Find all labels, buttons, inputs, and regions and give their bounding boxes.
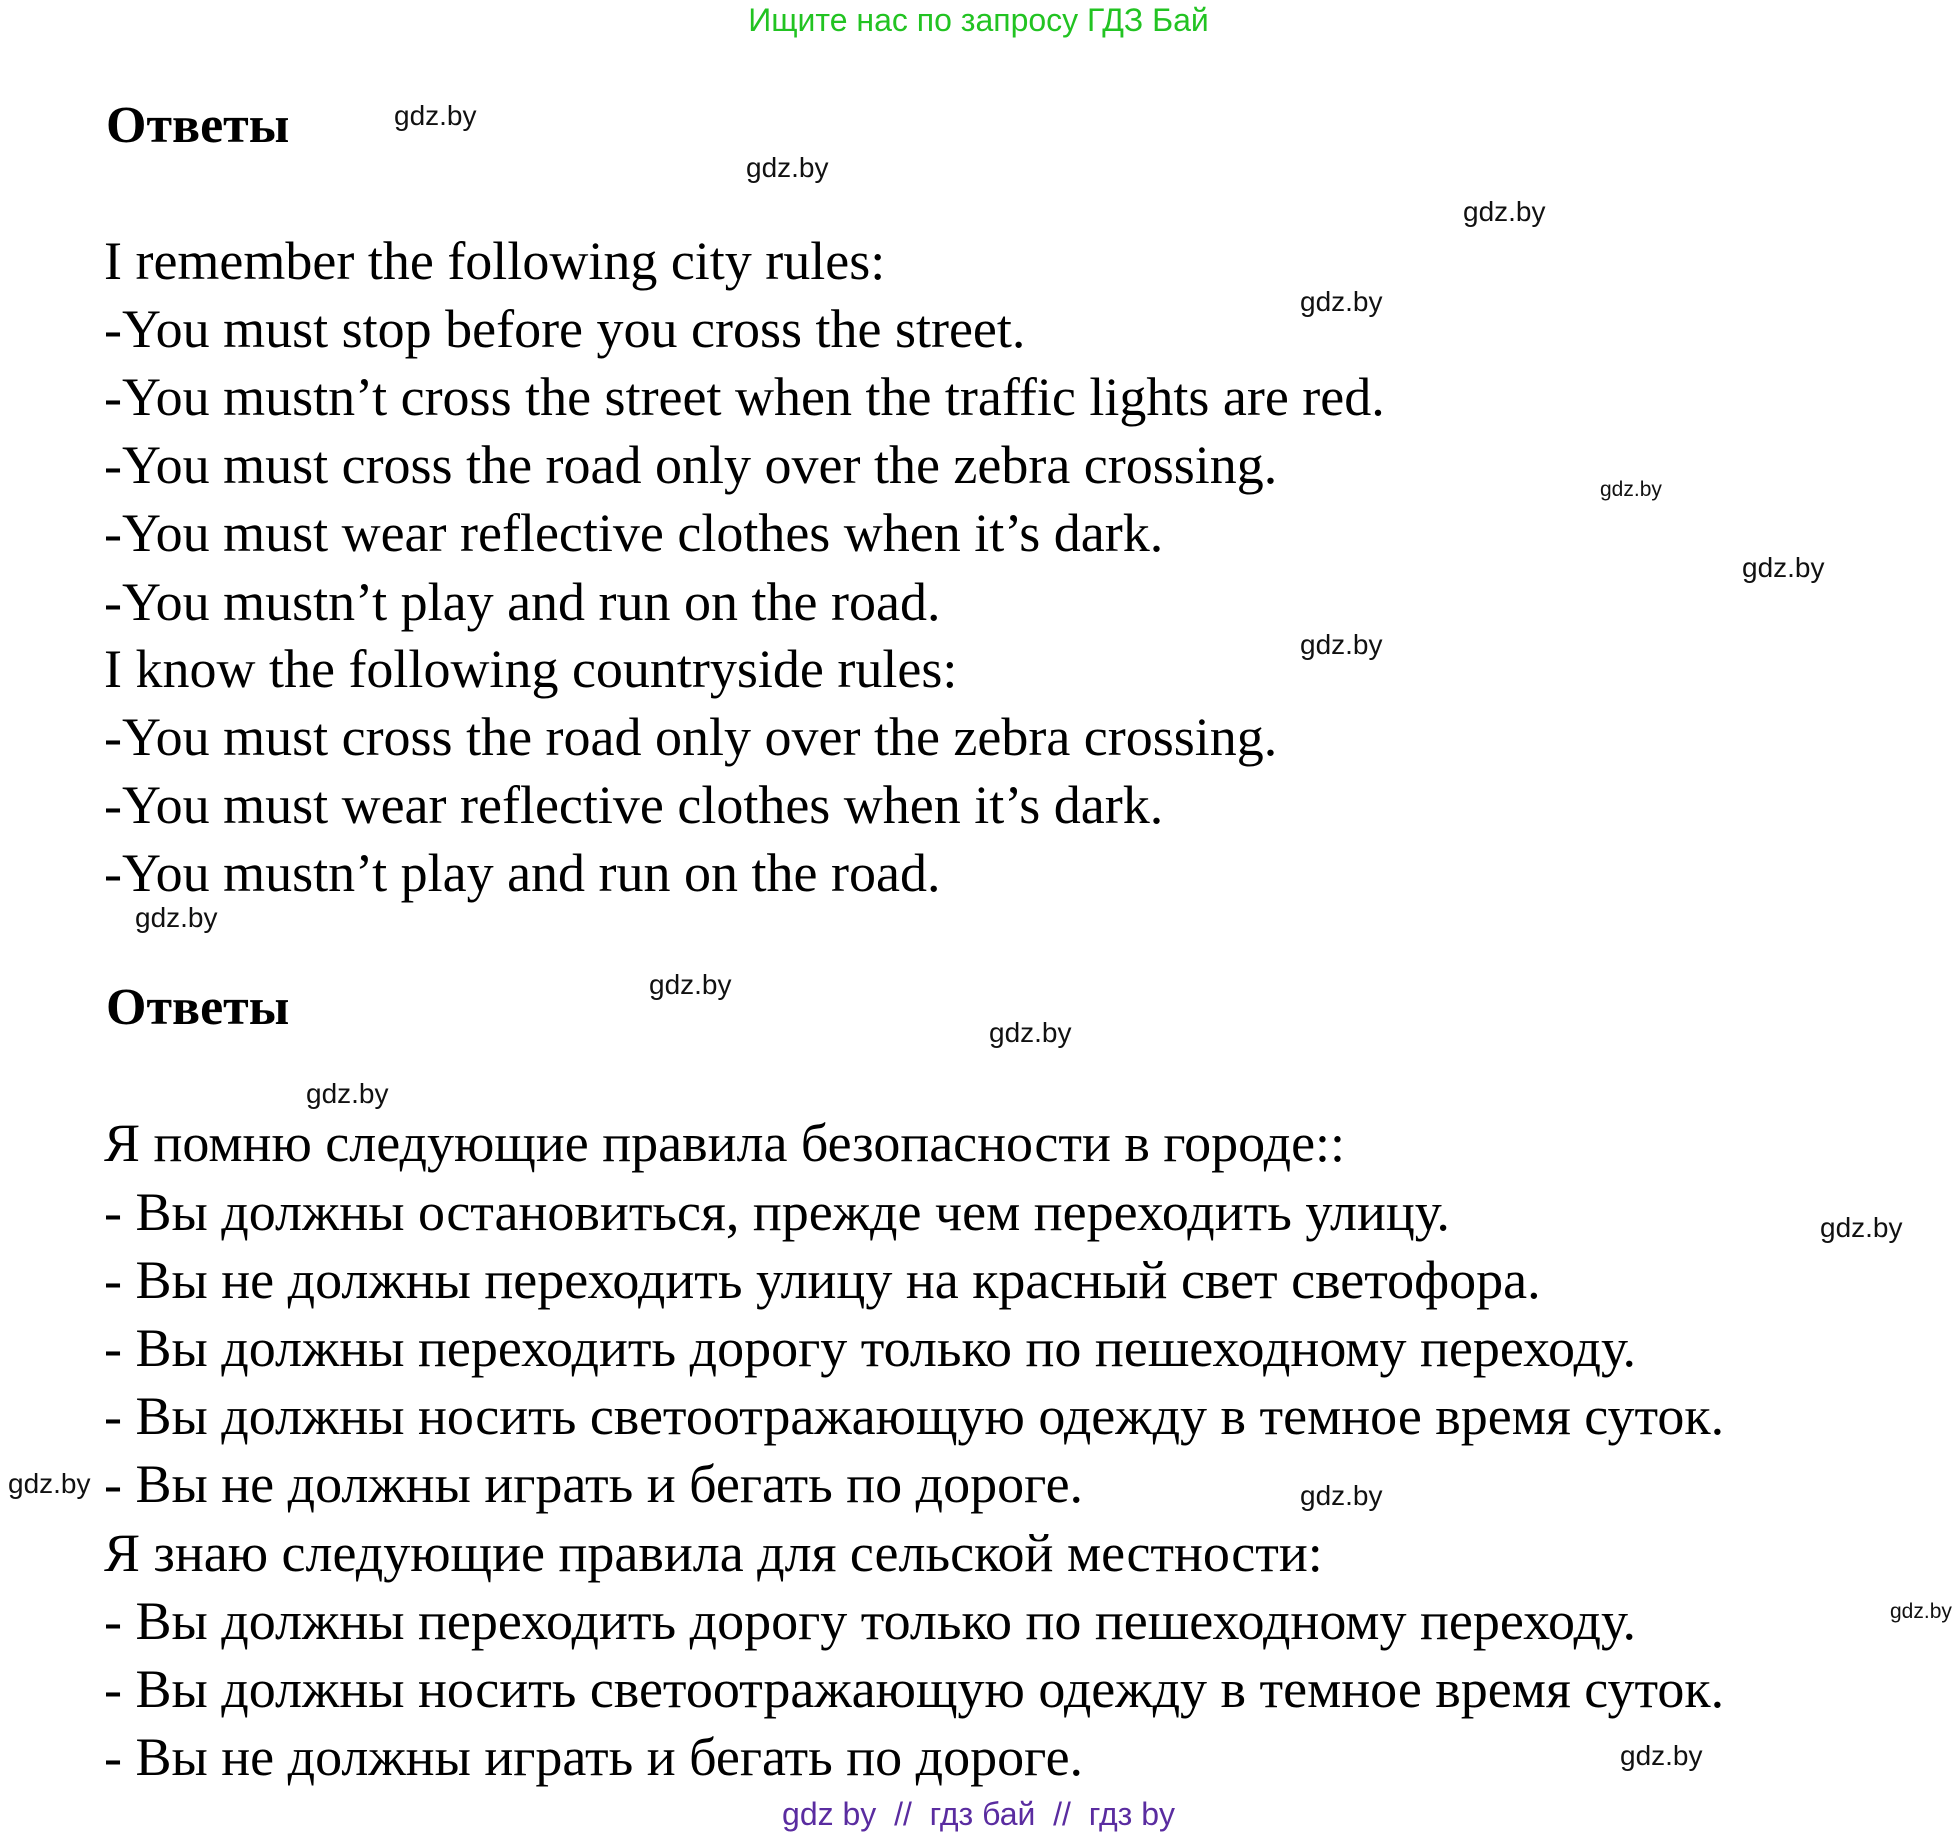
section-1-heading: Ответы — [106, 97, 290, 154]
watermark: gdz.by — [649, 969, 732, 1000]
text-line: - Вы должны носить светоотражающую одежду в темное время суток. — [104, 1659, 1725, 1719]
text-line: -You mustn’t cross the street when the traffic lights are red. — [104, 367, 1385, 427]
text-line: -You must cross the road only over the zebra crossing. — [104, 435, 1278, 495]
watermark: gdz.by — [1600, 478, 1662, 501]
watermark: gdz.by — [1620, 1740, 1703, 1771]
watermark: gdz.by — [1300, 286, 1383, 317]
text-line: - Вы не должны играть и бегать по дороге. — [104, 1454, 1084, 1514]
text-line: - Вы должны носить светоотражающую одежду в темное время суток. — [104, 1386, 1725, 1446]
watermark: gdz.by — [1820, 1212, 1903, 1243]
text-line: - Вы должны остановиться, прежде чем переходить улицу. — [104, 1182, 1450, 1242]
text-line: Я помню следующие правила безопасности в городе:: — [104, 1113, 1346, 1173]
text-line: - Вы должны переходить дорогу только по пешеходному переходу. — [104, 1591, 1637, 1651]
text-line: - Вы не должны играть и бегать по дороге. — [104, 1727, 1084, 1787]
text-line: -You must wear reflective clothes when it’s dark. — [104, 775, 1164, 835]
text-line: I know the following countryside rules: — [104, 639, 958, 699]
footer-links: gdz by // гдз бай // гдз by — [782, 1796, 1175, 1832]
text-line: -You must wear reflective clothes when it’s dark. — [104, 503, 1164, 563]
text-line: -You must stop before you cross the street. — [104, 299, 1026, 359]
text-line: - Вы должны переходить дорогу только по пешеходному переходу. — [104, 1318, 1637, 1378]
section-2-heading: Ответы — [106, 979, 290, 1036]
watermark: gdz.by — [394, 100, 477, 131]
watermark: gdz.by — [135, 902, 218, 933]
text-line: -You mustn’t play and run on the road. — [104, 843, 941, 903]
watermark: gdz.by — [8, 1468, 91, 1499]
text-line: Я знаю следующие правила для сельской местности: — [104, 1523, 1323, 1583]
watermark: gdz.by — [989, 1017, 1072, 1048]
watermark: gdz.by — [1463, 196, 1546, 227]
watermark: gdz.by — [1742, 552, 1825, 583]
text-line: I remember the following city rules: — [104, 231, 886, 291]
watermark: gdz.by — [1300, 629, 1383, 660]
text-line: -You mustn’t play and run on the road. — [104, 572, 941, 632]
watermark: gdz.by — [1300, 1480, 1383, 1511]
watermark: gdz.by — [1890, 1600, 1952, 1623]
text-line: - Вы не должны переходить улицу на красный свет светофора. — [104, 1250, 1541, 1310]
watermark: gdz.by — [306, 1078, 389, 1109]
watermark: gdz.by — [746, 152, 829, 183]
text-line: -You must cross the road only over the zebra crossing. — [104, 707, 1278, 767]
top-banner: Ищите нас по запросу ГДЗ Бай — [748, 2, 1209, 38]
